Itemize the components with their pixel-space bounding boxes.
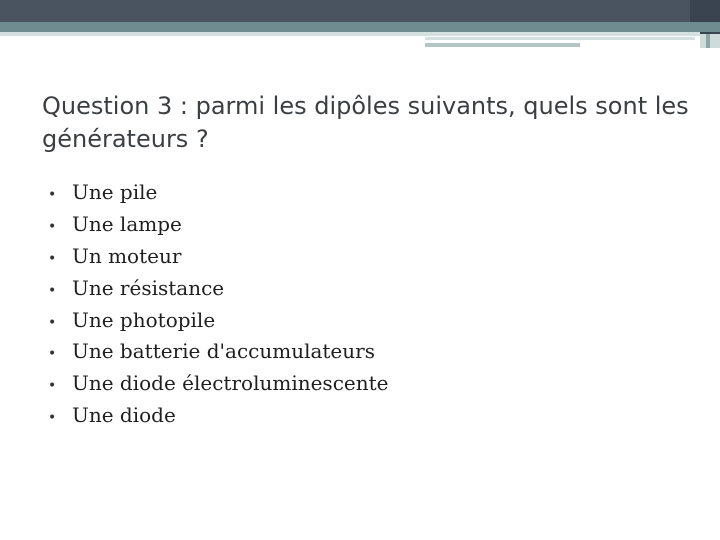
list-item bbox=[48, 308, 688, 340]
bullet-list bbox=[48, 180, 688, 435]
list-item-text: Une diode bbox=[72, 403, 176, 428]
bullet-icon: • bbox=[48, 314, 57, 331]
list-item bbox=[48, 371, 688, 403]
bullet-icon: • bbox=[48, 250, 57, 267]
bullet-icon: • bbox=[48, 218, 57, 235]
bullet-icon: • bbox=[48, 410, 57, 427]
list-item bbox=[48, 244, 688, 276]
bullet-icon: • bbox=[48, 282, 57, 299]
list-item-text: Une lampe bbox=[72, 211, 182, 236]
bullet-icon: • bbox=[48, 378, 57, 395]
slide-title: Question 3 : parmi les dipôles suivants, quels sont les générateurs ? bbox=[42, 92, 689, 153]
list-item bbox=[48, 180, 688, 212]
list-item bbox=[48, 212, 688, 244]
header-light-band bbox=[0, 32, 700, 36]
list-item-text: Un moteur bbox=[72, 243, 182, 268]
header-stripe bbox=[425, 37, 695, 40]
header-accent-band bbox=[0, 22, 720, 32]
header-banner bbox=[0, 0, 720, 22]
header-stripe bbox=[425, 43, 580, 47]
list-item-text: Une diode électroluminescente bbox=[72, 371, 389, 396]
list-item-text: Une photopile bbox=[72, 307, 216, 332]
bullet-icon: • bbox=[48, 187, 57, 203]
header-stripe-corner bbox=[706, 34, 710, 48]
list-item bbox=[48, 403, 688, 435]
list-item-text: Une pile bbox=[72, 180, 158, 204]
header-stripe-corner bbox=[700, 34, 720, 48]
bullet-icon: • bbox=[48, 346, 57, 363]
list-item bbox=[48, 276, 688, 308]
list-item-text: Une résistance bbox=[72, 275, 225, 300]
list-item-text: Une batterie d'accumulateurs bbox=[72, 339, 375, 364]
list-item bbox=[48, 339, 688, 371]
